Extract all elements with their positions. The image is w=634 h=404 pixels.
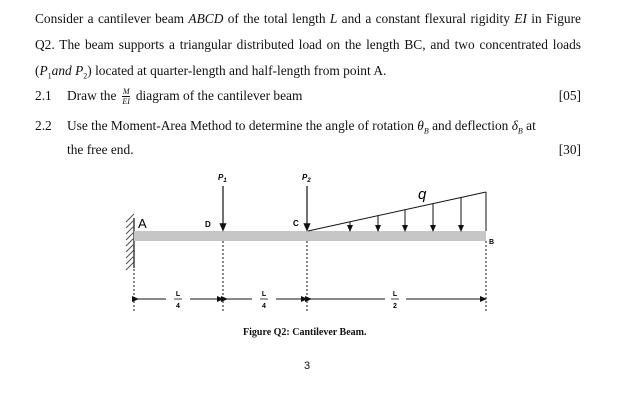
page-number: 3 bbox=[304, 360, 311, 372]
distributed-load bbox=[308, 186, 486, 231]
dim1-denominator: 4 bbox=[176, 303, 180, 310]
p2-symbol: P bbox=[75, 63, 84, 78]
p1-symbol: P bbox=[39, 63, 48, 78]
m-over-ei-fraction: $\frac{M}{EI}$ bbox=[122, 87, 130, 107]
load-q-label: q bbox=[418, 186, 427, 203]
question-number: 2.1 bbox=[35, 88, 52, 103]
p2-subscript: 2 bbox=[83, 71, 88, 81]
delta-symbol: δ bbox=[511, 118, 518, 133]
figure-caption: Figure Q2: Cantilever Beam. bbox=[243, 327, 367, 338]
point-b-label: B bbox=[489, 239, 495, 246]
question-number: 2.2 bbox=[35, 118, 52, 133]
intro-text: Consider a cantilever beam bbox=[35, 11, 189, 26]
point-a-label: A bbox=[138, 216, 147, 231]
marks-label: [30] bbox=[558, 142, 581, 157]
and-word: and bbox=[51, 63, 76, 78]
dim2-denominator: 4 bbox=[262, 303, 266, 310]
question-text: Use the Moment-Area Method to determine the angle of rotation $\theta_B$ and deflection $\delta_B$ at bbox=[67, 118, 536, 136]
fixed-support bbox=[126, 214, 134, 270]
length-symbol: L bbox=[329, 11, 338, 26]
dim1-numerator: L bbox=[175, 291, 181, 298]
dimension-labels bbox=[174, 291, 399, 310]
beam-body bbox=[134, 231, 486, 241]
dim3-denominator: 2 bbox=[393, 303, 397, 310]
point-c-label: C bbox=[293, 219, 299, 228]
question-text: Draw the $\frac{M}{EI}$ diagram of the cantilever beam bbox=[67, 87, 303, 107]
beam-name: ABCD bbox=[188, 11, 224, 26]
dim3-numerator: L bbox=[392, 291, 398, 298]
p1-label: $P_1$ bbox=[218, 173, 227, 184]
point-d-label: D bbox=[205, 220, 211, 229]
marks-label: [05] bbox=[558, 88, 581, 103]
intro-text: in Figure Q2. The beam supports a triangular distributed load on the length BC, and two concentrated loads ( bbox=[35, 11, 581, 78]
p1-subscript: 1 bbox=[47, 71, 52, 81]
intro-text: and a constant flexural rigidity bbox=[337, 11, 515, 26]
intro-text: ) located at quarter-length and half-length from point A. bbox=[87, 63, 387, 78]
dim2-numerator: L bbox=[261, 291, 267, 298]
p2-label: $P_2$ bbox=[302, 173, 311, 184]
theta-symbol: θ bbox=[417, 118, 424, 133]
intro-text: of the total length bbox=[223, 11, 330, 26]
extension-lines bbox=[134, 241, 486, 312]
question-text: the free end. bbox=[67, 142, 134, 157]
rigidity-symbol: EI bbox=[514, 11, 527, 26]
